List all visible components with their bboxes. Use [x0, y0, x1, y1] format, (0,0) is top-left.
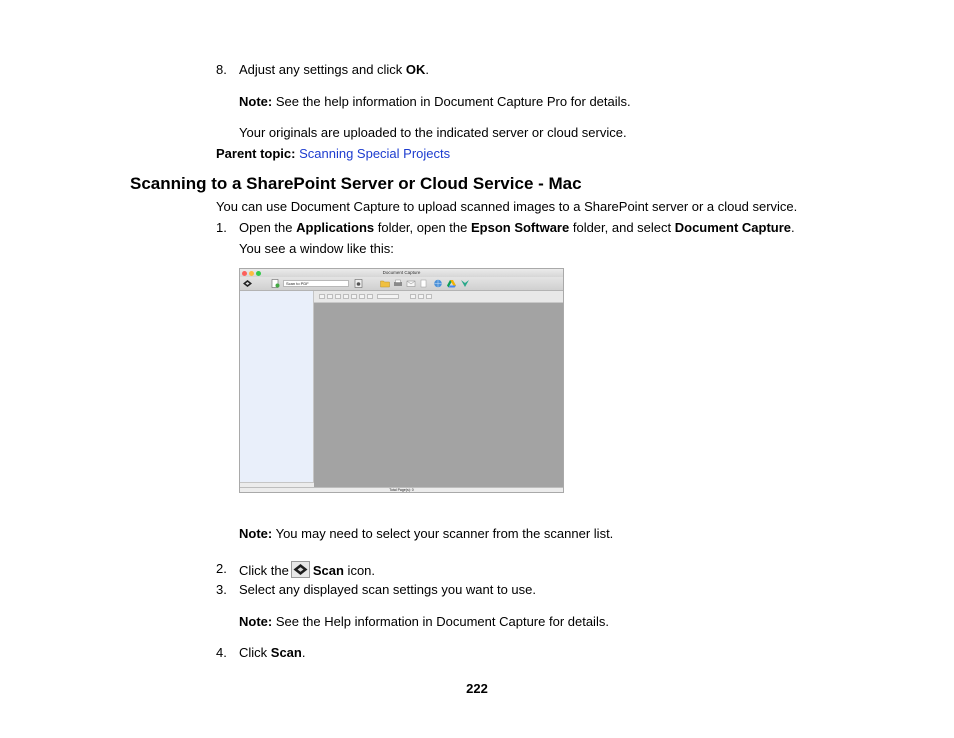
job-selector: Scan to PDF: [283, 280, 349, 287]
status-bar: Total Page(s): 0: [240, 487, 563, 492]
note-1: Note: See the help information in Document Capture Pro for details.: [239, 94, 631, 109]
fit-icon: [335, 294, 341, 299]
step-8-text: Adjust any settings and click OK.: [239, 62, 430, 77]
intro-text: You can use Document Capture to upload scanned images to a SharePoint server or a cloud service.: [216, 199, 798, 214]
scan-icon: [291, 561, 310, 578]
zoom-in-icon: [319, 294, 325, 299]
step-number: 8.: [216, 62, 227, 77]
share-icon: [460, 279, 470, 288]
window-like-text: You see a window like this:: [239, 241, 394, 256]
step-3-text: Select any displayed scan settings you want to use.: [239, 582, 537, 597]
step-number: 2.: [216, 561, 227, 576]
cloud-drive-icon: [446, 279, 457, 288]
page-number: 222: [466, 681, 488, 696]
rotate-left-icon: [343, 294, 349, 299]
rotate-right-icon: [351, 294, 357, 299]
select-icon: [418, 294, 424, 299]
ok-label: OK: [405, 62, 426, 77]
document-capture-screenshot: [239, 268, 564, 493]
document-icon: [271, 279, 280, 288]
step-number: 4.: [216, 645, 227, 660]
parent-topic: Parent topic: Scanning Special Projects: [216, 146, 451, 161]
note-2: Note: You may need to select your scanner from the scanner list.: [239, 526, 614, 541]
page-icon: [419, 279, 428, 288]
window-title: Document Capture: [382, 270, 421, 275]
settings-icon: [354, 279, 363, 288]
scan-icon: [242, 279, 253, 288]
crop-icon: [410, 294, 416, 299]
section-heading: Scanning to a SharePoint Server or Cloud Service - Mac: [130, 174, 582, 193]
mail-icon: [406, 279, 416, 288]
window-titlebar: [240, 269, 563, 277]
parent-topic-link[interactable]: Scanning Special Projects: [299, 146, 451, 161]
preview-toolbar: [314, 291, 563, 303]
delete-icon: [359, 294, 365, 299]
step-number: 1.: [216, 220, 227, 235]
note-3: Note: See the Help information in Document Capture for details.: [239, 614, 609, 629]
uploaded-text: Your originals are uploaded to the indicated server or cloud service.: [239, 125, 627, 140]
zoom-out-icon: [327, 294, 333, 299]
page-list-sidebar: [240, 291, 314, 482]
adjust-icon: [367, 294, 373, 299]
step-4-text: Click Scan.: [239, 645, 306, 660]
info-icon: [426, 294, 432, 299]
print-icon: [393, 279, 403, 288]
preview-area: [314, 303, 563, 487]
step-1-text: Open the Applications folder, open the Epson Software folder, and select Document Capture.: [239, 220, 795, 235]
folder-icon: [380, 279, 390, 288]
zoom-field: [377, 294, 399, 299]
globe-icon: [433, 279, 443, 288]
window-toolbar: [240, 277, 563, 291]
step-2-text: Click the Scan icon.: [239, 563, 376, 578]
step-number: 3.: [216, 582, 227, 597]
